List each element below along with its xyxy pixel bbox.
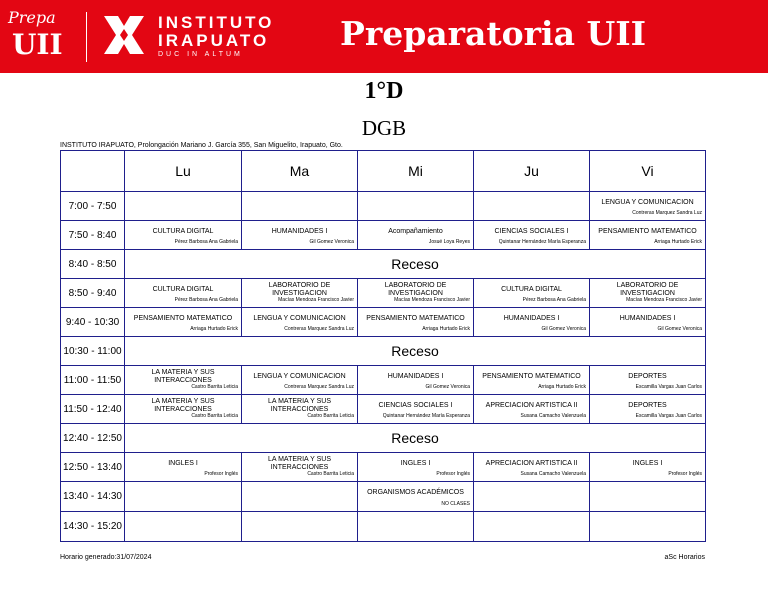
teacher-name: Gil Gomez Veronica	[657, 326, 702, 332]
empty-cell	[358, 512, 474, 542]
class-cell	[125, 308, 242, 337]
class-cell	[242, 221, 358, 250]
class-cell	[474, 366, 590, 395]
empty-cell	[242, 192, 358, 221]
day-header: Mi	[358, 151, 474, 192]
time-slot: 13:40 - 14:30	[61, 482, 125, 512]
day-header: Ju	[474, 151, 590, 192]
subject-name: HUMANIDADES I	[387, 373, 444, 380]
class-cell	[125, 395, 242, 424]
class-cell	[358, 482, 474, 512]
schedule-row	[61, 308, 706, 337]
schedule-row	[61, 512, 706, 542]
subject-name: CULTURA DIGITAL	[501, 286, 562, 293]
subject-name: PENSAMIENTO MATEMATICO	[366, 315, 465, 322]
empty-cell	[125, 482, 242, 512]
teacher-name: Profesor Inglés	[436, 471, 470, 477]
logo-divider	[86, 12, 87, 62]
schedule-row	[61, 221, 706, 250]
subject-name: PENSAMIENTO MATEMATICO	[133, 315, 233, 322]
teacher-name: Castro Barrita Leticia	[191, 384, 238, 390]
subject-name: LABORATORIO DE INVESTIGACION	[268, 282, 331, 297]
teacher-name: Castro Barrita Leticia	[307, 413, 354, 419]
time-slot: 9:40 - 10:30	[61, 308, 125, 337]
teacher-name: Quintanar Hernández María Esperanza	[382, 413, 470, 419]
class-cell	[358, 453, 474, 482]
class-cell	[474, 279, 590, 308]
time-slot: 11:00 - 11:50	[61, 366, 125, 395]
subject-name: CULTURA DIGITAL	[152, 228, 214, 235]
class-cell	[474, 453, 590, 482]
time-slot: 12:50 - 13:40	[61, 453, 125, 482]
empty-cell	[590, 482, 706, 512]
class-cell	[242, 279, 358, 308]
subject-name: LA MATERIA Y SUS INTERACCIONES	[267, 456, 332, 471]
class-cell	[242, 366, 358, 395]
teacher-name: Arriaga Hurtado Erick	[190, 326, 238, 332]
teacher-name: Contreras Marquez Sandra Luz	[632, 210, 702, 216]
teacher-name: Josué Loya Reyes	[428, 239, 470, 245]
class-cell	[590, 279, 706, 308]
schedule-row	[61, 250, 706, 279]
subject-name: LA MATERIA Y SUS INTERACCIONES	[151, 369, 215, 384]
instituto-x-icon	[100, 14, 148, 56]
teacher-name: NO CLASES	[441, 501, 470, 507]
class-cell	[358, 221, 474, 250]
address-line: INSTITUTO IRAPUATO, Prolongación Mariano J. García 355, San Miguelito, Irapuato, Gto.	[60, 142, 343, 149]
class-cell	[125, 453, 242, 482]
empty-cell	[125, 192, 242, 221]
teacher-name: Escamilla Vargas Juan Carlos	[635, 384, 702, 390]
time-slot: 11:50 - 12:40	[61, 395, 125, 424]
teacher-name: Castro Barrita Leticia	[307, 471, 354, 477]
subject-name: HUMANIDADES I	[503, 315, 560, 322]
teacher-name: Macías Mendoza Francisco Javier	[394, 297, 470, 303]
time-slot: 10:30 - 11:00	[61, 337, 125, 366]
day-header: Vi	[590, 151, 706, 192]
teacher-name: Gil Gomez Veronica	[425, 384, 470, 390]
group-label: 1°D	[364, 78, 404, 104]
teacher-name: Escamilla Vargas Juan Carlos	[635, 413, 702, 419]
subject-name: DEPORTES	[628, 373, 667, 380]
subject-name: CIENCIAS SOCIALES I	[378, 402, 453, 409]
subject-name: LA MATERIA Y SUS INTERACCIONES	[151, 398, 215, 413]
empty-cell	[242, 482, 358, 512]
teacher-name: Contreras Marquez Sandra Luz	[284, 384, 354, 390]
institute-motto: DUC IN ALTUM	[158, 51, 243, 58]
class-cell	[125, 221, 242, 250]
teacher-name: Quintanar Hernández María Esperanza	[498, 239, 586, 245]
schedule-row	[61, 366, 706, 395]
subject-name: LA MATERIA Y SUS INTERACCIONES	[267, 398, 332, 413]
schedule-row	[61, 395, 706, 424]
class-cell	[590, 453, 706, 482]
empty-cell	[474, 482, 590, 512]
recess-cell: Receso	[125, 337, 706, 366]
teacher-name: Gil Gomez Veronica	[309, 239, 354, 245]
subject-name: HUMANIDADES I	[619, 315, 676, 322]
teacher-name: Contreras Marquez Sandra Luz	[284, 326, 354, 332]
page-title: Preparatoria UII	[340, 14, 647, 53]
recess-cell: Receso	[125, 250, 706, 279]
teacher-name: Susana Camacho Valenzuela	[520, 413, 586, 419]
class-cell	[125, 366, 242, 395]
teacher-name: Arriaga Hurtado Erick	[538, 384, 586, 390]
class-cell	[242, 453, 358, 482]
class-cell	[590, 366, 706, 395]
teacher-name: Castro Barrita Leticia	[191, 413, 238, 419]
class-cell	[590, 395, 706, 424]
subject-name: PENSAMIENTO MATEMATICO	[598, 228, 697, 235]
program-label: DGB	[361, 116, 407, 140]
subject-name: HUMANIDADES I	[271, 228, 328, 235]
schedule-row	[61, 482, 706, 512]
class-cell	[474, 221, 590, 250]
schedule-row	[61, 279, 706, 308]
subject-name: CULTURA DIGITAL	[152, 286, 214, 293]
teacher-name: Arriaga Hurtado Erick	[654, 239, 702, 245]
instituto-logo-text	[158, 14, 274, 60]
prepa-uii-logo	[8, 6, 64, 66]
teacher-name: Macías Mendoza Francisco Javier	[626, 297, 702, 303]
schedule-row	[61, 192, 706, 221]
teacher-name: Susana Camacho Valenzuela	[520, 471, 586, 477]
teacher-name: Profesor Inglés	[668, 471, 702, 477]
class-cell	[242, 308, 358, 337]
empty-cell	[474, 192, 590, 221]
empty-cell	[590, 512, 706, 542]
subject-name: CIENCIAS SOCIALES I	[494, 228, 569, 235]
subject-name: LENGUA Y COMUNICACION	[253, 373, 346, 380]
time-slot: 8:40 - 8:50	[61, 250, 125, 279]
class-cell	[474, 308, 590, 337]
header-banner	[0, 0, 768, 73]
subject-name: DEPORTES	[628, 402, 667, 409]
class-cell	[358, 279, 474, 308]
day-header: Lu	[125, 151, 242, 192]
empty-cell	[358, 192, 474, 221]
subject-name: LABORATORIO DE INVESTIGACION	[616, 282, 679, 297]
day-header: Ma	[242, 151, 358, 192]
teacher-name: Pérez Barbosa Ana Gabriela	[174, 297, 238, 303]
footer-software: aSc Horarios	[664, 554, 705, 561]
schedule-row	[61, 424, 706, 453]
logo-uii-text: UII	[12, 28, 63, 61]
class-cell	[590, 308, 706, 337]
institute-line-2: IRAPUATO	[158, 31, 270, 50]
empty-cell	[125, 512, 242, 542]
empty-cell	[474, 512, 590, 542]
institute-line-1: INSTITUTO	[158, 13, 275, 32]
time-slot: 12:40 - 12:50	[61, 424, 125, 453]
subject-name: INGLES I	[400, 460, 431, 467]
recess-cell: Receso	[125, 424, 706, 453]
schedule-table	[60, 150, 706, 542]
teacher-name: Arriaga Hurtado Erick	[422, 326, 470, 332]
subject-name: APRECIACION ARTISTICA II	[485, 460, 578, 467]
subject-name: LENGUA Y COMUNICACION	[601, 199, 694, 206]
table-corner-cell	[61, 151, 125, 192]
schedule-row	[61, 337, 706, 366]
class-cell	[474, 395, 590, 424]
teacher-name: Profesor Inglés	[204, 471, 238, 477]
class-cell	[242, 395, 358, 424]
class-cell	[358, 366, 474, 395]
teacher-name: Pérez Barbosa Ana Gabriela	[174, 239, 238, 245]
class-cell	[358, 308, 474, 337]
footer-generated: Horario generado:31/07/2024	[60, 554, 152, 561]
schedule-row	[61, 453, 706, 482]
subject-name: INGLES I	[168, 460, 198, 467]
time-slot: 7:00 - 7:50	[61, 192, 125, 221]
teacher-name: Pérez Barbosa Ana Gabriela	[522, 297, 586, 303]
subject-name: Acompañamiento	[388, 228, 443, 235]
class-cell	[590, 221, 706, 250]
class-cell	[358, 395, 474, 424]
time-slot: 8:50 - 9:40	[61, 279, 125, 308]
subject-name: LENGUA Y COMUNICACION	[253, 315, 346, 322]
teacher-name: Gil Gomez Veronica	[541, 326, 586, 332]
teacher-name: Macías Mendoza Francisco Javier	[278, 297, 354, 303]
time-slot: 7:50 - 8:40	[61, 221, 125, 250]
class-cell	[125, 279, 242, 308]
subject-name: LABORATORIO DE INVESTIGACION	[384, 282, 447, 297]
time-slot: 14:30 - 15:20	[61, 512, 125, 542]
subject-name: PENSAMIENTO MATEMATICO	[482, 373, 581, 380]
class-cell	[590, 192, 706, 221]
subject-name: INGLES I	[632, 460, 663, 467]
empty-cell	[242, 512, 358, 542]
subject-name: ORGANISMOS ACADÉMICOS	[367, 489, 464, 496]
subject-name: APRECIACION ARTISTICA II	[485, 402, 578, 409]
logo-prepa-text: Prepa	[8, 8, 56, 27]
